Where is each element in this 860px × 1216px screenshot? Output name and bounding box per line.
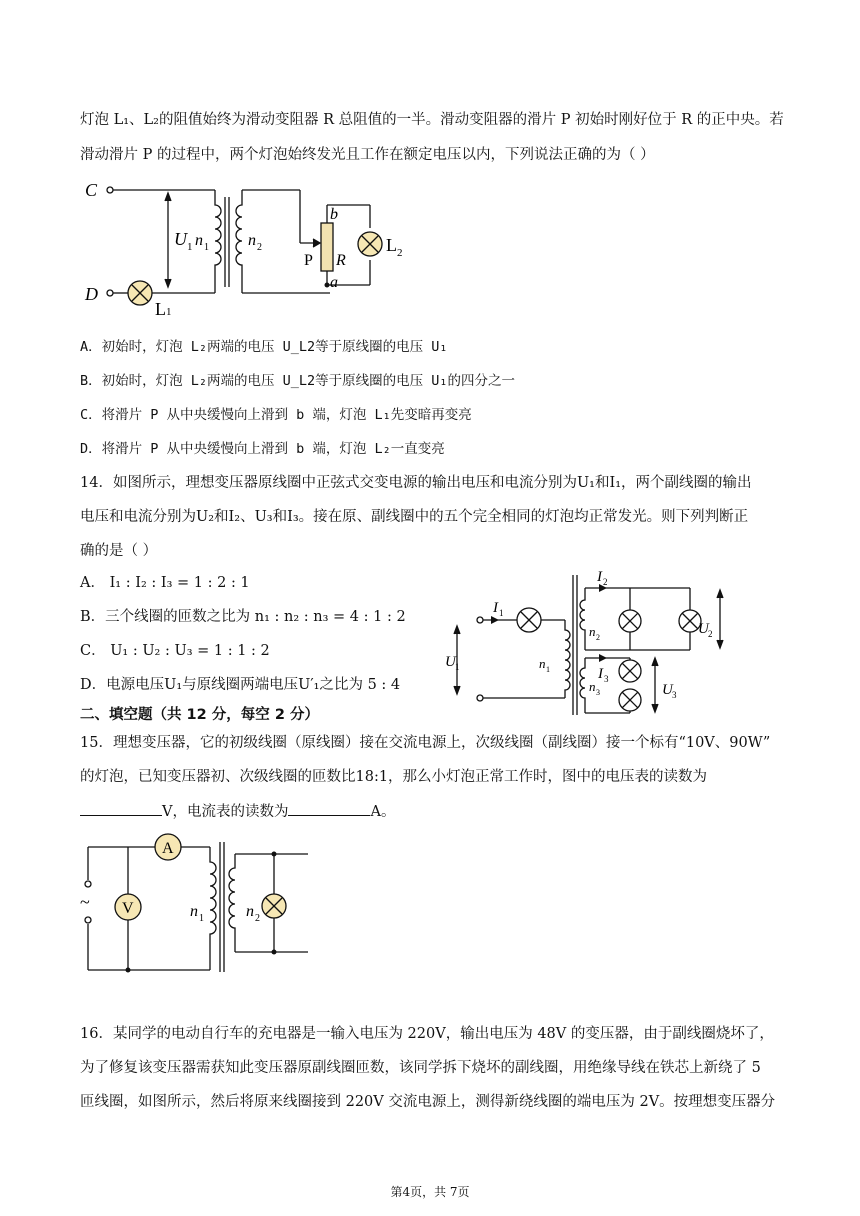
label-c: C — [85, 180, 98, 200]
q14-option-b: B．三个线圈的匝数之比为 n₁ : n₂ : n₃ = 4 : 1 : 2 — [80, 609, 406, 625]
ammeter-icon — [155, 834, 181, 860]
label-p: P — [304, 252, 313, 269]
label-a: a — [330, 274, 338, 291]
q13-option-b: B．初始时，灯泡 L₂两端的电压 U_L2等于原线圈的电压 U₁的四分之一 — [80, 373, 516, 389]
lamp-secondary3-a-icon — [619, 660, 641, 682]
label-u1: U — [174, 229, 187, 249]
label-u3: U — [662, 682, 673, 698]
lamp-icon — [262, 894, 286, 918]
q13-line1: 灯泡 L₁、L₂的阻值始终为滑动变阻器 R 总阻值的一半。滑动变阻器的滑片 P 初始时刚好位于 R 的正中央。若 — [80, 112, 784, 128]
q15-line1: 15．理想变压器，它的初级线圈（原线圈）接在交流电源上，次级线圈（副线圈）接一个标有“10V、90W” — [80, 735, 771, 751]
lamp-secondary2-a-icon — [619, 610, 641, 632]
label-n2: n — [246, 903, 254, 920]
label-i3-sub: 3 — [604, 674, 609, 684]
q16-line3: 匝线圈，如图所示，然后将原来线圈接到 220V 交流电源上，测得新绕线圈的端电压为 2V。按理想变压器分 — [80, 1094, 776, 1110]
q15-line3-b: A。 — [370, 804, 396, 820]
q14-line2: 电压和电流分别为U₂和I₂、U₃和I₃。接在原、副线圈中的五个完全相同的灯泡均正常发光。则下列判断正 — [80, 509, 749, 525]
label-u1: U — [445, 654, 456, 670]
label-n1-sub: 1 — [546, 665, 550, 674]
label-l1-sub: 1 — [166, 306, 172, 315]
q15-line3-a: V，电流表的读数为 — [162, 804, 289, 820]
label-n2-sub: 2 — [596, 633, 600, 642]
label-i2-sub: 2 — [603, 577, 608, 587]
page-footer: 第4页，共 7页 — [390, 1185, 470, 1199]
label-n3-sub: 3 — [596, 688, 600, 697]
lamp-secondary3-b-icon — [619, 689, 641, 711]
q15-blank-voltage[interactable] — [80, 801, 162, 816]
ac-source-symbol: ~ — [80, 892, 90, 912]
label-u2: U — [698, 621, 709, 637]
q14-option-a: A． I₁ : I₂ : I₃ = 1 : 2 : 1 — [80, 575, 250, 591]
label-n3: n — [589, 679, 596, 694]
label-u2-sub: 2 — [708, 629, 713, 639]
label-u3-sub: 3 — [672, 690, 677, 700]
ammeter-label: A — [162, 840, 174, 857]
label-n2: n — [248, 232, 256, 249]
label-l2: L — [386, 235, 397, 255]
section-heading: 二、填空题（共 12 分，每空 2 分） — [80, 707, 319, 723]
label-n1: n — [190, 903, 198, 920]
q16-line2: 为了修复该变压器需获知此变压器原副线圈匝数，该同学拆下烧坏的副线圈，用绝缘导线在铁芯上新绕了 5 — [80, 1060, 761, 1076]
label-i1: I — [493, 600, 498, 616]
label-i3: I — [598, 666, 603, 682]
q13-option-a: A．初始时，灯泡 L₂两端的电压 U_L2等于原线圈的电压 U₁ — [80, 339, 448, 355]
label-d: D — [85, 284, 98, 304]
q14-option-d: D．电源电压U₁与原线圈两端电压U′₁之比为 5 : 4 — [80, 677, 401, 693]
label-b: b — [330, 206, 338, 223]
lamp-l1-icon — [128, 281, 152, 305]
label-n2: n — [589, 624, 596, 639]
label-n2-sub: 2 — [257, 242, 262, 253]
label-n1: n — [195, 232, 203, 249]
q14-line3: 确的是（ ） — [80, 543, 158, 559]
label-u1-sub: 1 — [187, 241, 193, 253]
q13-option-c: C．将滑片 P 从中央缓慢向上滑到 b 端，灯泡 L₁先变暗再变亮 — [80, 407, 472, 423]
q13-line2: 滑动滑片 P 的过程中，两个灯泡始终发光且工作在额定电压以内，下列说法正确的为（ ） — [80, 147, 655, 163]
label-n2-sub: 2 — [255, 913, 260, 924]
lamp-primary-icon — [517, 608, 541, 632]
label-n1-sub: 1 — [199, 913, 204, 924]
q16-line1: 16．某同学的电动自行车的充电器是一输入电压为 220V，输出电压为 48V 的变压器，由于副线圈烧坏了， — [80, 1026, 774, 1042]
voltmeter-label: V — [122, 900, 134, 917]
label-l1: L — [155, 299, 166, 315]
q14-circuit-figure — [445, 570, 730, 720]
label-r: R — [336, 252, 346, 269]
voltmeter-icon — [115, 894, 141, 920]
label-n1-sub: 1 — [204, 242, 209, 253]
lamp-l2-icon — [358, 232, 382, 256]
q14-line1: 14．如图所示，理想变压器原线圈中正弦式交变电源的输出电压和电流分别为U₁和I₁，两个副线圈的输出 — [80, 475, 752, 491]
q15-line2: 的灯泡，已知变压器初、次级线圈的匝数比18:1，那么小灯泡正常工作时，图中的电压表的读数为 — [80, 769, 708, 785]
label-l2-sub: 2 — [397, 247, 403, 259]
label-i1-sub: 1 — [499, 608, 504, 618]
label-u1-sub: 1 — [455, 662, 460, 672]
label-n1: n — [539, 656, 546, 671]
q15-circuit-figure — [80, 832, 310, 977]
q15-blank-current[interactable] — [288, 801, 370, 816]
q13-circuit-figure — [80, 175, 410, 315]
q15-line3 — [80, 801, 395, 822]
label-i2: I — [597, 570, 602, 585]
q14-option-c: C． U₁ : U₂ : U₃ = 1 : 1 : 2 — [80, 643, 270, 659]
q13-option-d: D．将滑片 P 从中央缓慢向上滑到 b 端，灯泡 L₂一直变亮 — [80, 441, 445, 457]
